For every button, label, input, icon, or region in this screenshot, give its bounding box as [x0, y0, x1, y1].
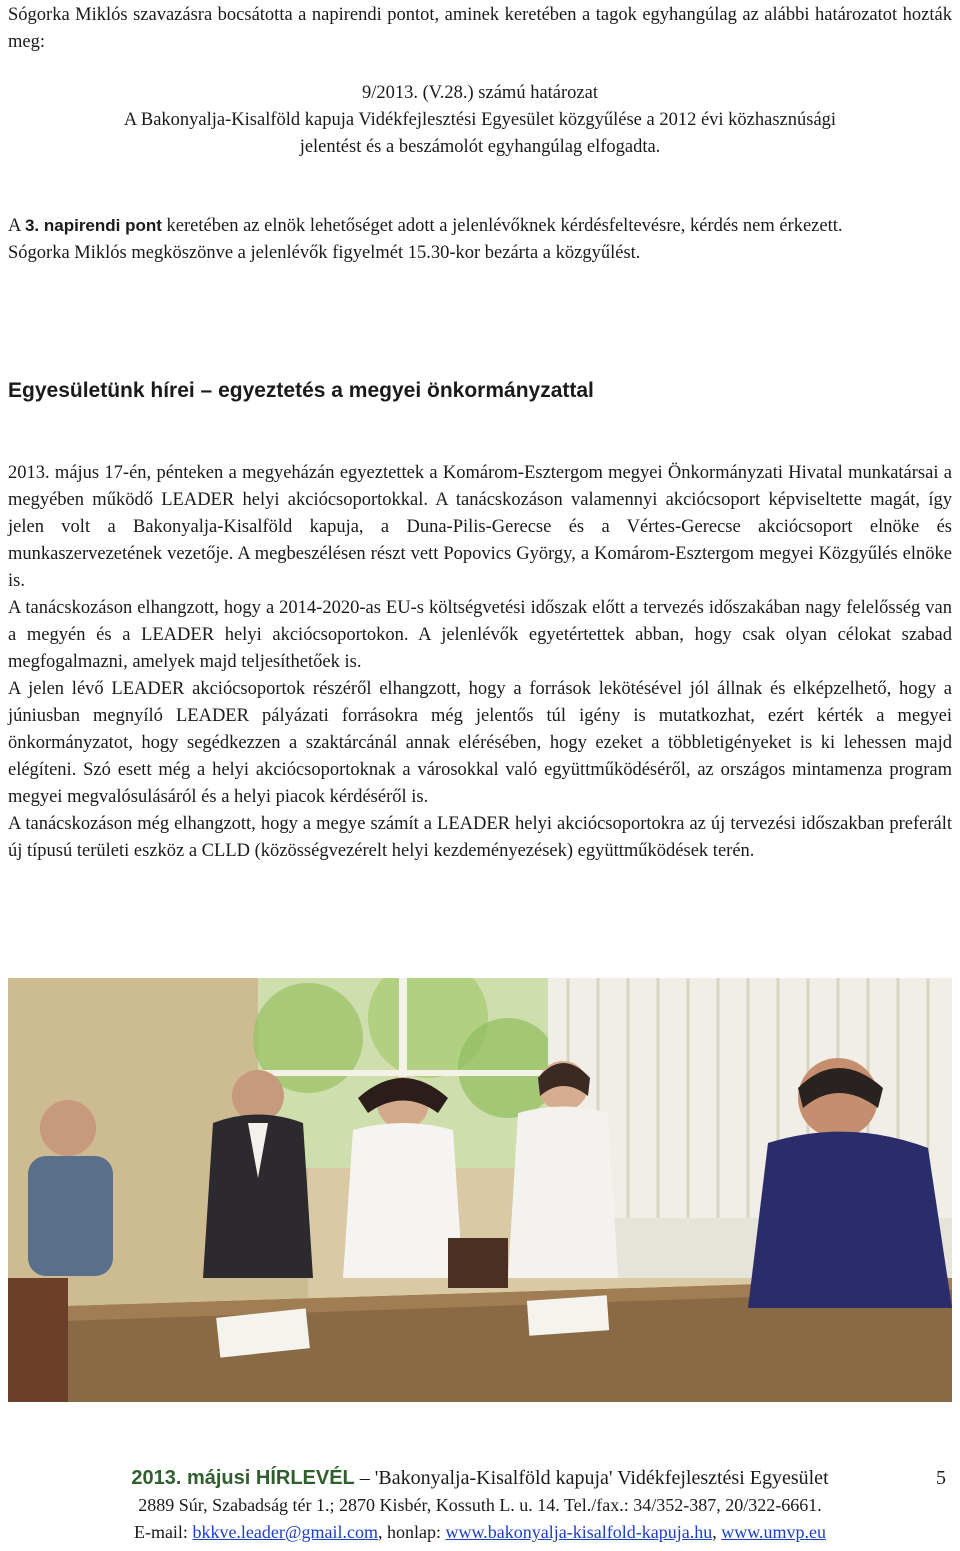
- footer-title-line: [8, 1465, 952, 1492]
- email-label: E-mail:: [133, 1522, 193, 1542]
- closing-paragraph: Sógorka Miklós megköszönve a jelenlévők figyelmét 15.30-kor bezárta a közgyűlést.: [8, 243, 641, 263]
- agenda-point-bold: 3. napirendi pont: [24, 216, 162, 235]
- agenda-paragraph: [8, 212, 952, 240]
- resolution-line-2: jelentést és a beszámolót egyhangúlag elfogadta.: [299, 137, 661, 157]
- website-link-1[interactable]: www.bakonyalja-kisalfold-kapuja.hu: [445, 1522, 713, 1542]
- page-number: 5: [936, 1467, 946, 1489]
- web-label: , honlap:: [377, 1522, 446, 1542]
- page-footer: [8, 1465, 952, 1546]
- news-article: [8, 460, 952, 865]
- org-name: – 'Bakonyalja-Kisalföld kapuja' Vidékfejlesztési Egyesület: [354, 1467, 829, 1489]
- news-paragraph-3: A jelen lévő LEADER akciócsoportok részéről elhangzott, hogy a források lekötésével jól állnak és elképzelhető, hogy a júniusban megnyíló LEADER pályázati forrásokra még jelentős túl igény is mutatkozhat, ezért kérték a megyei önkormányzatot, hogy segédkezzen a szaktárcánál annak elérésében, hogy ezeket a többletigényeket is ki lehessen majd elégíteni. Szó esett még a helyi akciócsoportoknak a városokkal való együttműködéséről, az országos mintamenza program megyei megvalósulásáról és a helyi piacok kérdéséről is.: [8, 679, 952, 807]
- agenda-section: [8, 212, 952, 267]
- news-title: Egyesületünk hírei – egyeztetés a megyei önkormányzattal: [8, 379, 594, 402]
- news-paragraph-4: A tanácskozáson még elhangzott, hogy a megye számít a LEADER helyi akciócsoportokra az új tervezési időszakban preferált új típusú területi eszköz a CLLD (közösségvezérelt helyi kezdeményezések) együttműködések terén.: [8, 814, 952, 861]
- footer-address: 2889 Súr, Szabadság tér 1.; 2870 Kisbér, Kossuth L. u. 14. Tel./fax.: 34/352-387, 20/322-6661.: [138, 1495, 822, 1515]
- agenda-prefix: A: [8, 216, 25, 236]
- intro-paragraph: Sógorka Miklós szavazásra bocsátotta a napirendi pontot, aminek keretében a tagok egyhangúlag az alábbi határozatot hozták meg:: [8, 5, 952, 52]
- resolution-line-1: A Bakonyalja-Kisalföld kapuja Vidékfejlesztési Egyesület közgyűlése a 2012 évi közhasznúsági: [123, 110, 837, 130]
- news-paragraph-2: A tanácskozáson elhangzott, hogy a 2014-2020-as EU-s költségvetési időszak előtt a tervezés időszakában nagy felelősség van a megyén és a LEADER helyi akciócsoportokon. A jelenlévők egyetértettek abban, hogy csak olyan célokat szabad megfogalmazni, amelyek majd teljesíthetőek is.: [8, 598, 952, 672]
- website-link-2[interactable]: www.umvp.eu: [721, 1522, 827, 1542]
- news-paragraph-1: 2013. május 17-én, pénteken a megyeházán egyeztettek a Komárom-Esztergom megyei Önkormányzati Hivatal munkatársai a megyében működő LEADER helyi akciócsoportokkal. A tanácskozáson valamennyi akciócsoport képviseltette magát, így jelen volt a Bakonyalja-Kisalföld kapuja, a Duna-Pilis-Gerecse és a Vértes-Gerecse akciócsoport elnöke és munkaszervezetének vezetője. A megbeszélésen részt vett Popovics György, a Komárom-Esztergom megyei Közgyűlés elnöke is.: [8, 463, 952, 591]
- agenda-rest: keretében az elnök lehetőséget adott a jelenlévőknek kérdésfeltevésre, kérdés nem érkezett.: [161, 216, 843, 236]
- newsletter-label: 2013. májusi HÍRLEVÉL: [131, 1467, 355, 1489]
- resolution-number: 9/2013. (V.28.) számú határozat: [362, 83, 598, 103]
- footer-contacts: [8, 1519, 952, 1546]
- meeting-photo: [8, 978, 952, 1402]
- link-separator: ,: [712, 1522, 722, 1542]
- resolution-block: [8, 80, 952, 161]
- email-link[interactable]: bkkve.leader@gmail.com: [192, 1522, 378, 1542]
